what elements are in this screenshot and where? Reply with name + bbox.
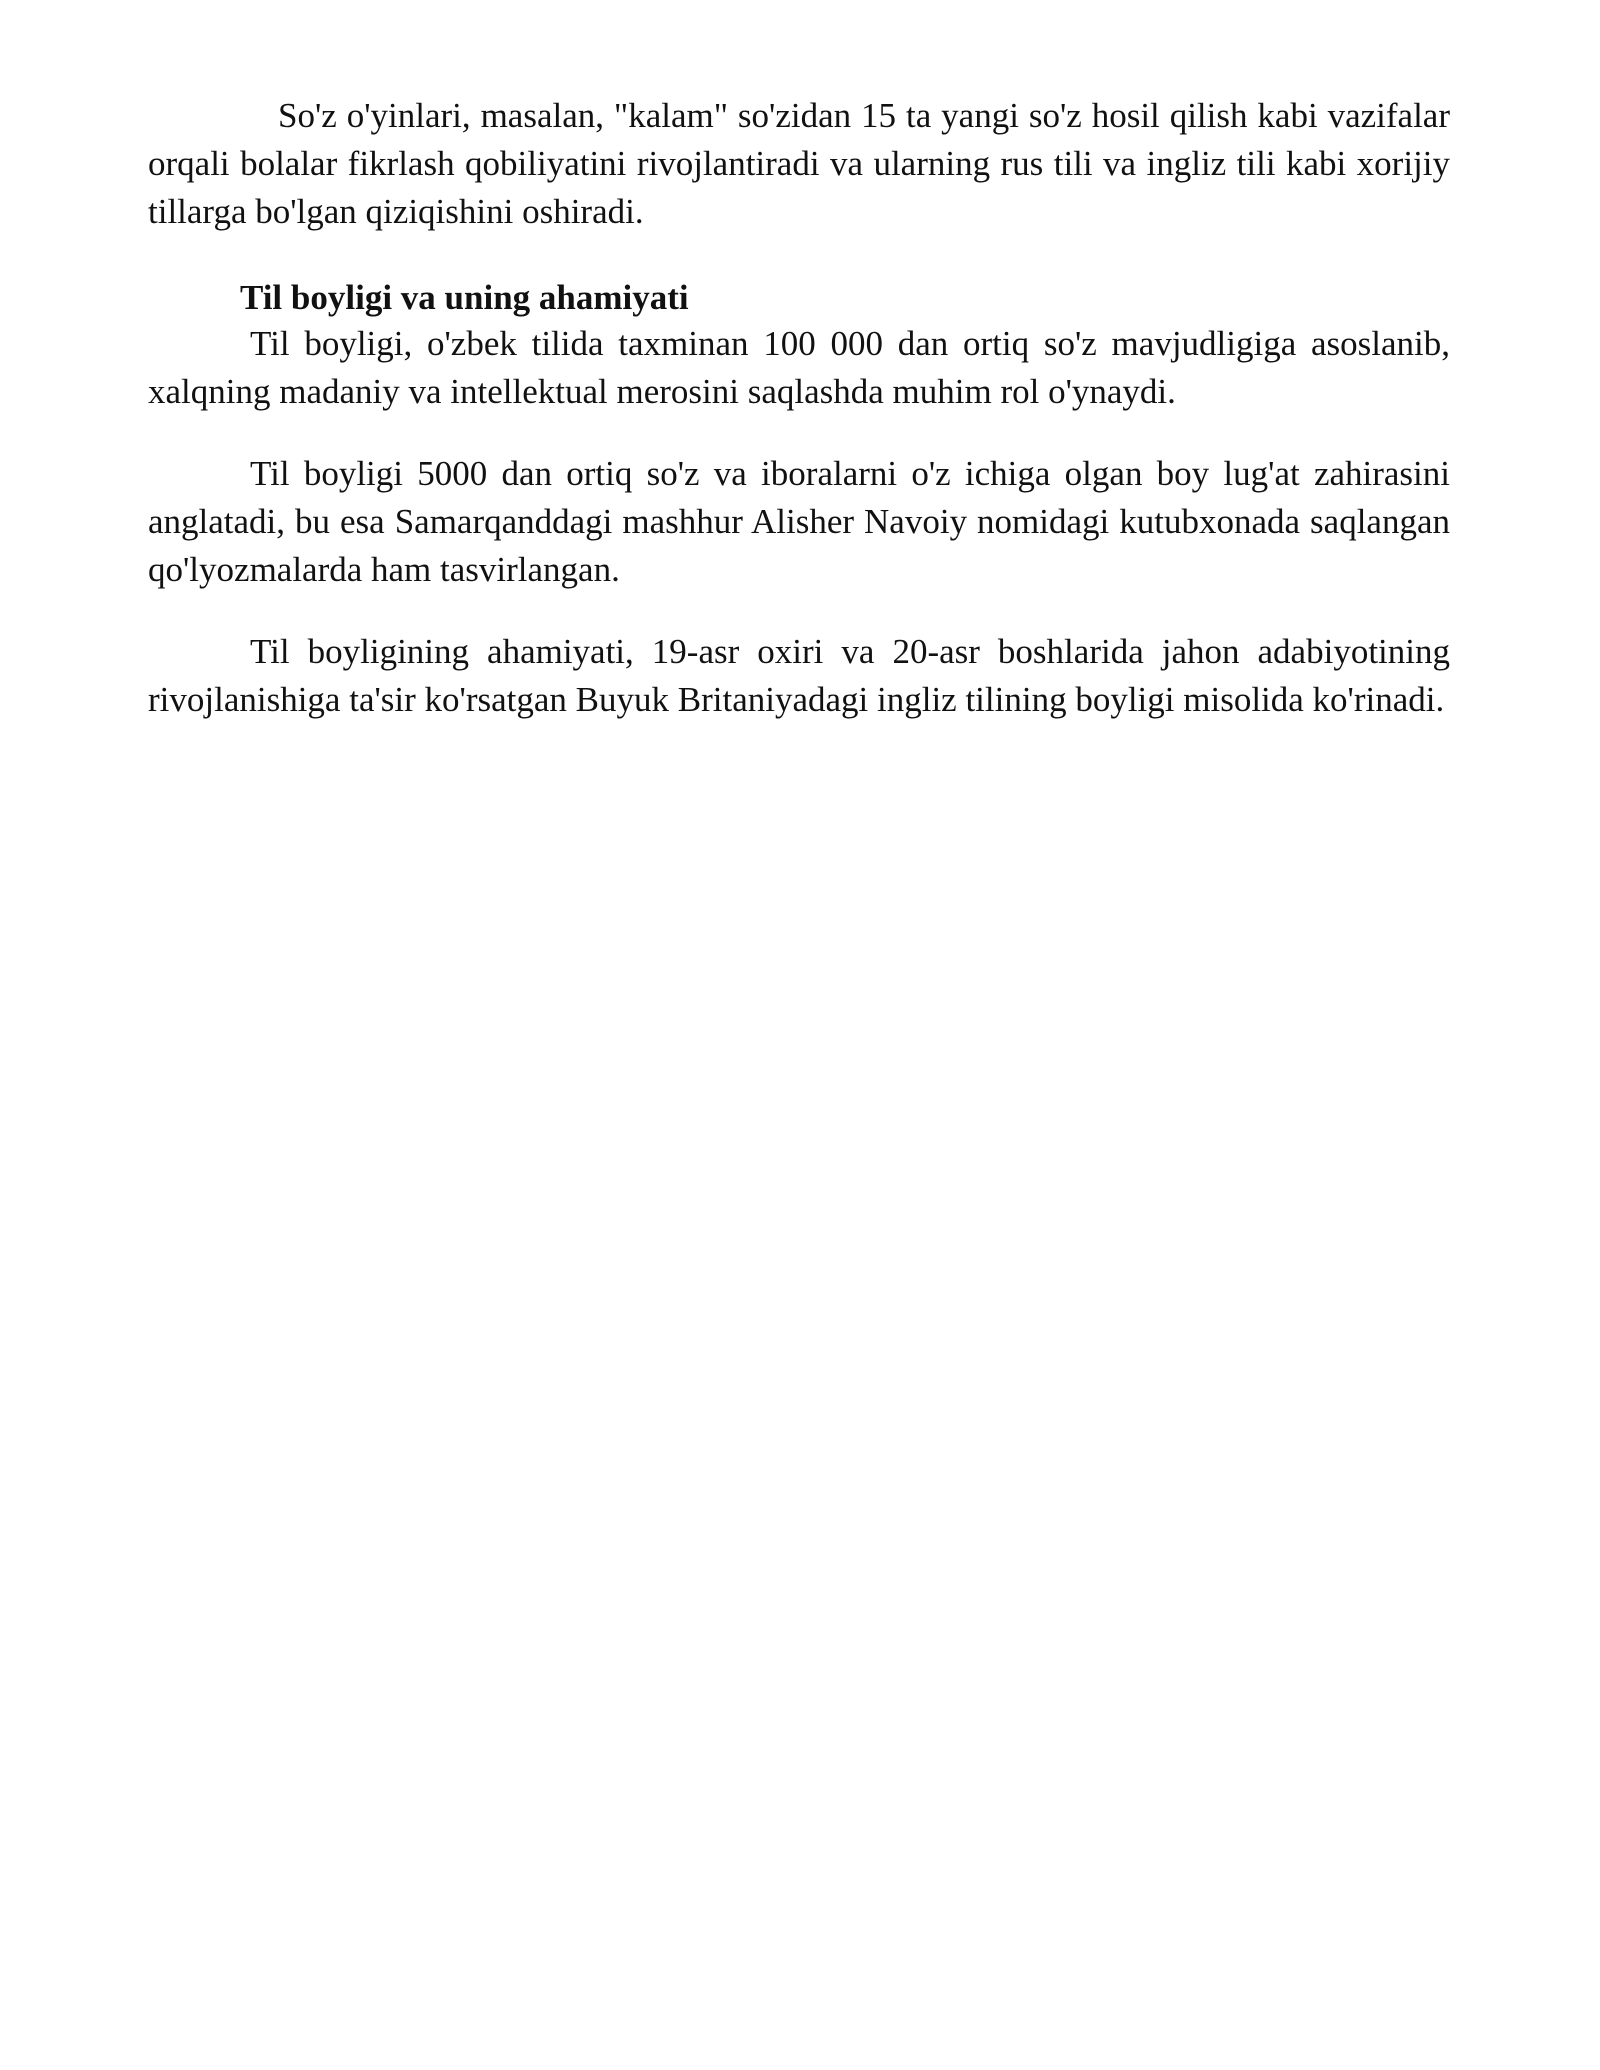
- paragraph-vocabulary: Til boyligi 5000 dan ortiq so'z va iboralarni o'z ichiga olgan boy lug'at zahirasini anglatadi, bu esa Samarqanddagi mashhur Alisher Navoiy nomidagi kutubxonada saqlangan qo'lyozmalarda ham tasvirlangan.: [148, 454, 1450, 589]
- paragraph-language-wealth: Til boyligi, o'zbek tilida taxminan 100 000 dan ortiq so'z mavjudligiga asoslanib, xalqning madaniy va intellektual merosini saqlashda muhim rol o'ynaydi.: [148, 324, 1450, 411]
- paragraph-importance: Til boyligining ahamiyati, 19-asr oxiri va 20-asr boshlarida jahon adabiyotining rivojlanishiga ta'sir ko'rsatgan Buyuk Britaniyadagi ingliz tilining boyligi misolida ko'rinadi.: [148, 632, 1450, 719]
- document-body: [148, 92, 1450, 724]
- section-heading: Til boyligi va uning ahamiyati: [240, 278, 689, 317]
- paragraph-word-games: So'z o'yinlari, masalan, "kalam" so'zidan 15 ta yangi so'z hosil qilish kabi vazifalar orqali bolalar fikrlash qobiliyatini rivojlantiradi va ularning rus tili va ingliz tili kabi xorijiy tillarga bo'lgan qiziqishini oshiradi.: [148, 96, 1450, 231]
